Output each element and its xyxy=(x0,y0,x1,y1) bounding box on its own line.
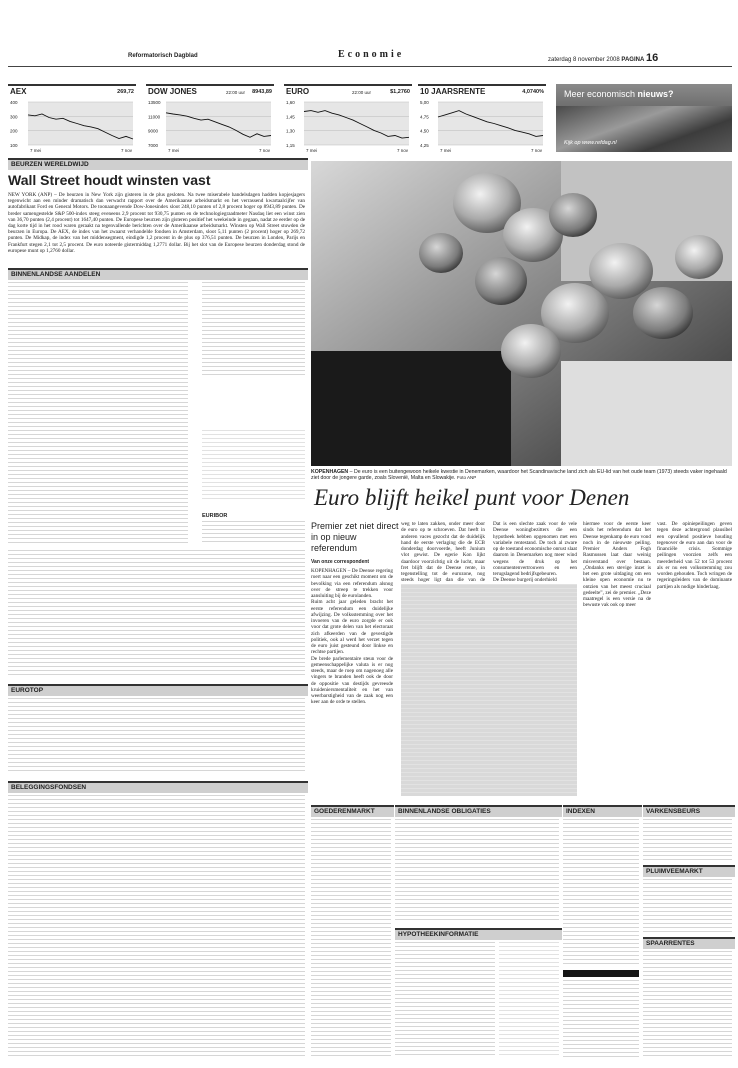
spaarrentes-section-header: SPAARRENTES xyxy=(643,937,735,949)
indexen-section-header: INDEXEN xyxy=(563,805,642,817)
aex-line-chart xyxy=(8,99,136,154)
goederen-section-header: GOEDERENMARKT xyxy=(311,805,394,817)
article2-column-5: vast. De opiniepeilingen geven tegen deze achtergrond plausibel een opvallend positieve houding tegenover de euro aan dan voor de financiële crisis. Sommige peilingen voorzien zelfs een meerderheid van 52 tot 53 procent als er nu een volksstemming zou worden gehouden. Toch wringen de regeringsleiders van de dominante partijen als nodige hinderlaag. xyxy=(657,521,732,590)
overige-aandelen-table xyxy=(8,550,305,678)
promo-title-bold: nieuws? xyxy=(637,89,674,99)
edelmetalen-table xyxy=(563,980,639,1057)
chart-x-tick-label: 7 nov xyxy=(259,148,271,153)
chart-y-tick-label: 4,50 xyxy=(420,128,429,134)
dow-jones-chart xyxy=(146,84,274,154)
chart-y-tick-label: 1,30 xyxy=(286,128,295,134)
eurotop-section-header: EUROTOP xyxy=(8,684,308,696)
chart-title: 10 JAARSRENTE xyxy=(420,87,486,96)
article2-column-2: weg te laten zakken, onder meer door de euro op te schroeven. Dat heeft in anderen vaces gezocht dat de duidelijk hand de eerste verlaging die de ECB donderdag doorvoerde, heeft Junium vlot gewist. De egerie Kon lijkt daardoor voorzichtig uit de lucht, maar fret blijft dat de Deense rente, in tegenstelling tot de eurozone, nog steeds hoger ligt dan die van de xyxy=(401,521,485,584)
coin-icon xyxy=(675,235,723,279)
chart-y-tick-label: 200 xyxy=(10,128,18,134)
photo-caption xyxy=(311,469,732,481)
article2-headline: Euro blijft heikel punt voor Denen xyxy=(314,485,630,510)
chart-y-tick-label: 4,25 xyxy=(420,143,429,148)
date-text: zaterdag 8 november 2008 xyxy=(548,57,620,63)
chart-title: DOW JONES xyxy=(148,87,197,96)
chart-y-tick-label: 1,60 xyxy=(286,100,295,105)
coins-photo-art xyxy=(311,161,732,466)
article2-byline: Van onze correspondent xyxy=(311,559,370,565)
aex-chart xyxy=(8,84,136,154)
rente-line-chart xyxy=(418,99,546,154)
promo-box[interactable] xyxy=(556,84,732,152)
chart-y-tick-label: 9000 xyxy=(148,128,159,134)
euribor-label: EURIBOR xyxy=(202,513,228,519)
chart-title: EURO xyxy=(286,87,310,96)
euro-chart xyxy=(284,84,412,154)
hypotheek-section-header: HYPOTHEEKINFORMATIE xyxy=(395,928,562,940)
chart-plot-area xyxy=(28,102,133,145)
caption-text: – De euro is een buitengewoon heikele kwestie in Denemarken, waardoor het Scandinavische land zich als EU-lid van het oude team (1973) steeds vaker ingehaald ziet door de jongere garde, zoals Slovenië, Malta en Slowakije. xyxy=(311,469,727,482)
article2-lede: Premier zet niet direct in op nieuw referendum xyxy=(311,521,399,553)
fondsen-table xyxy=(8,795,305,1057)
article2-column-3: Dat is een slechte zaak voor de vele Deense woningbezitters die een hypotheek hebben opgenomen met een variabele rentestand. De toch al zware op de toestand economische onrust slaat daarom in Denemarken nog meer wind wegens de druk op het consumentenvertrouwen en een terugslagend bedrijfsgebeuren. De Deense burgerij onderhield xyxy=(493,521,577,584)
pluimveemarkt-table xyxy=(643,879,732,933)
chart-y-tick-label: 7000 xyxy=(148,143,159,148)
chart-value: $1,2760 xyxy=(390,89,410,95)
coins-photo xyxy=(311,161,732,466)
coin-icon xyxy=(475,257,527,305)
chart-x-tick-label: 7 nov xyxy=(121,148,133,153)
article2-column-1: KOPENHAGEN – De Deense regering roert naar een geschikt moment om de bevolking via een referendum alsnog over de streep te trekken voor aansluiting bij de eurolanden. Ruim acht jaar geleden bracht het eerste referendum een duidelijke afwijzing. De volksstemming over het invoeren van de euro zorgde er ook voor dat grote delen van het electoraat zich afkeerden van de gevestigde politiek, ook al werd het verzet tegen de euro juist gesteund door linkse en rechtse partijen. De brede parlementaire steun voor de gemeenschappelijke valuta is er nog steeds, maar de roep om nagenoeg alle vingers te branden heeft ook de door de oppositie van destijds gevreesde kruideniersmentaliteit en het van weerbarstigheid van de zaak nog een keer aan de orde te stellen. xyxy=(311,568,393,706)
aandelen-section-header: BINNENLANDSE AANDELEN xyxy=(8,268,308,280)
chart-plot-area xyxy=(304,102,409,145)
pluimveemarkt-section-header: PLUIMVEEMARKT xyxy=(643,865,735,877)
newspaper-name: Reformatorisch Dagblad xyxy=(128,53,198,59)
hypotheek-table xyxy=(395,942,495,1057)
page-number: 16 xyxy=(645,52,659,64)
euro-line-chart xyxy=(284,99,412,154)
indexen-table xyxy=(563,819,639,967)
fondsen-section-header: BELEGGINGSFONDSEN xyxy=(8,781,308,793)
chart-y-tick-label: 4,75 xyxy=(420,114,429,120)
coin-icon xyxy=(549,193,597,237)
chart-x-tick-label: 7 mei xyxy=(306,148,318,153)
chart-y-tick-label: 11000 xyxy=(148,114,161,120)
chart-time: 22:00 uur xyxy=(226,90,246,95)
euribor-table xyxy=(202,521,305,545)
varkensbeurs-section-header: VARKENSBEURS xyxy=(643,805,735,817)
obligaties-section-header: BINNENLANDSE OBLIGATIES xyxy=(395,805,562,817)
rente-chart xyxy=(418,84,546,154)
article1-headline: Wall Street houdt winsten vast xyxy=(8,172,211,188)
chart-y-tick-label: 13500 xyxy=(148,100,161,105)
chart-y-tick-label: 1,45 xyxy=(286,114,295,120)
aandelen-table xyxy=(8,282,188,544)
promo-title-text: Meer economisch xyxy=(564,89,638,99)
eurotop-table xyxy=(8,698,305,774)
chart-y-tick-label: 100 xyxy=(10,143,18,148)
coin-icon xyxy=(633,287,693,339)
chart-y-tick-label: 300 xyxy=(10,114,18,120)
chart-y-tick-label: 1,15 xyxy=(286,143,295,148)
rentevoorzienigen-table xyxy=(499,942,559,1057)
page-label: PAGINA xyxy=(621,57,645,63)
spaarrentes-table xyxy=(643,951,732,1057)
article2-column-4: hiermee voor de eerste keer sinds het referendum dat het Deense tegenkamp de euro vond noch in de nieuwste peiling. Premier Anders Fogh Rasmussen laat daar weinig misverstand over bestaan. „Ondanks een stevige inzet is het een grote uitdaging om een kleine open economie nu te ontzien van het meest cruciaal gedeelte”, zei de premier. „Deze maatregel is een versie na de bewuste vak ook op meer xyxy=(583,521,651,609)
chart-value: 269,72 xyxy=(117,89,134,95)
section-title: Economie xyxy=(338,49,405,60)
edelmetalen-bar xyxy=(563,970,639,977)
goederen-table xyxy=(311,819,391,1057)
chart-x-tick-label: 7 nov xyxy=(531,148,543,153)
dow-line-chart xyxy=(146,99,274,154)
header-rule xyxy=(8,66,732,67)
chart-x-tick-label: 7 mei xyxy=(30,148,42,153)
marktindex-table xyxy=(202,430,305,502)
page-date xyxy=(548,52,658,64)
chart-plot-area xyxy=(438,102,543,145)
beurzen-section-header: BEURZEN WERELDWIJD xyxy=(8,158,308,170)
chart-value: 8943,89 xyxy=(252,89,272,95)
chart-x-tick-label: 7 mei xyxy=(440,148,452,153)
coin-icon xyxy=(589,243,653,299)
promo-link[interactable]: Kijk op www.refdag.nl xyxy=(564,140,617,146)
chart-y-tick-label: 400 xyxy=(10,100,18,105)
promo-title xyxy=(564,89,674,99)
coin-icon xyxy=(419,233,463,273)
varkensbeurs-table xyxy=(643,819,732,861)
coin-icon xyxy=(501,324,561,378)
obligaties-table xyxy=(395,819,559,923)
chart-x-tick-label: 7 nov xyxy=(397,148,409,153)
chart-value: 4,0740% xyxy=(522,89,544,95)
chart-y-tick-label: 5,00 xyxy=(420,100,429,105)
inline-text-image xyxy=(401,584,577,796)
article1-body: NEW YORK (ANP) – De beurzen in New York zijn gisteren in de plus gesloten. Na twee miserabele handelsdagen hadden kopjesjagers tegenwicht aan een minder dramatisch dan verwacht rapport over de Amerikaanse arbeidsmarkt en het verrassend kwartaalcijfer van autofabrikant Ford en General Motors. De toonaangevende Dow-Jonesindex sloot 248,10 punten of 2,8 procent hoger op 8943,89 punten. De breder samengestelde S&P 500-index steeg eveneens 2,9 procent tot 930,75 punten en de technologiegraadmeter Nasdaq liet een winst zien van 36,70 punten (2,4 procent) tot 1647,40 punten. De Europese beurzen zijn gisteren positief het weekeinde in gegaan, nadat ze eerder op de dag korte tijd in het rood waren geraakt na tegenvallende berichten over de Amerikaanse arbeidsmarkt. Winsten op Wall Street stuwden de beurzen in Europa. De AEX, de index van het zwaarst verhandelde fondsen in Amsterdam, sloot 5,11 punten (2 procent) hoger op 269,72 punten. De Midkap, de index van het middensegment, eindigde 1,2 procent in de plus op 376,51 punten. De beurzen in Londen, Parijs en Frankfurt stegen 2,1 tot 2,5 procent. De euro noteerde gistermiddag 1,2771 dollar. Bij het slot van de Europese beurzen donderdag stond de europese munt op 1,2760 dollar. xyxy=(8,192,305,254)
grootste-stijgers-table xyxy=(202,282,305,378)
photo-credit: Foto ANP xyxy=(456,475,477,481)
chart-x-tick-label: 7 mei xyxy=(168,148,180,153)
chart-title: AEX xyxy=(10,87,27,96)
chart-time: 22:00 uur xyxy=(352,90,372,95)
caption-place: KOPENHAGEN xyxy=(311,469,349,475)
